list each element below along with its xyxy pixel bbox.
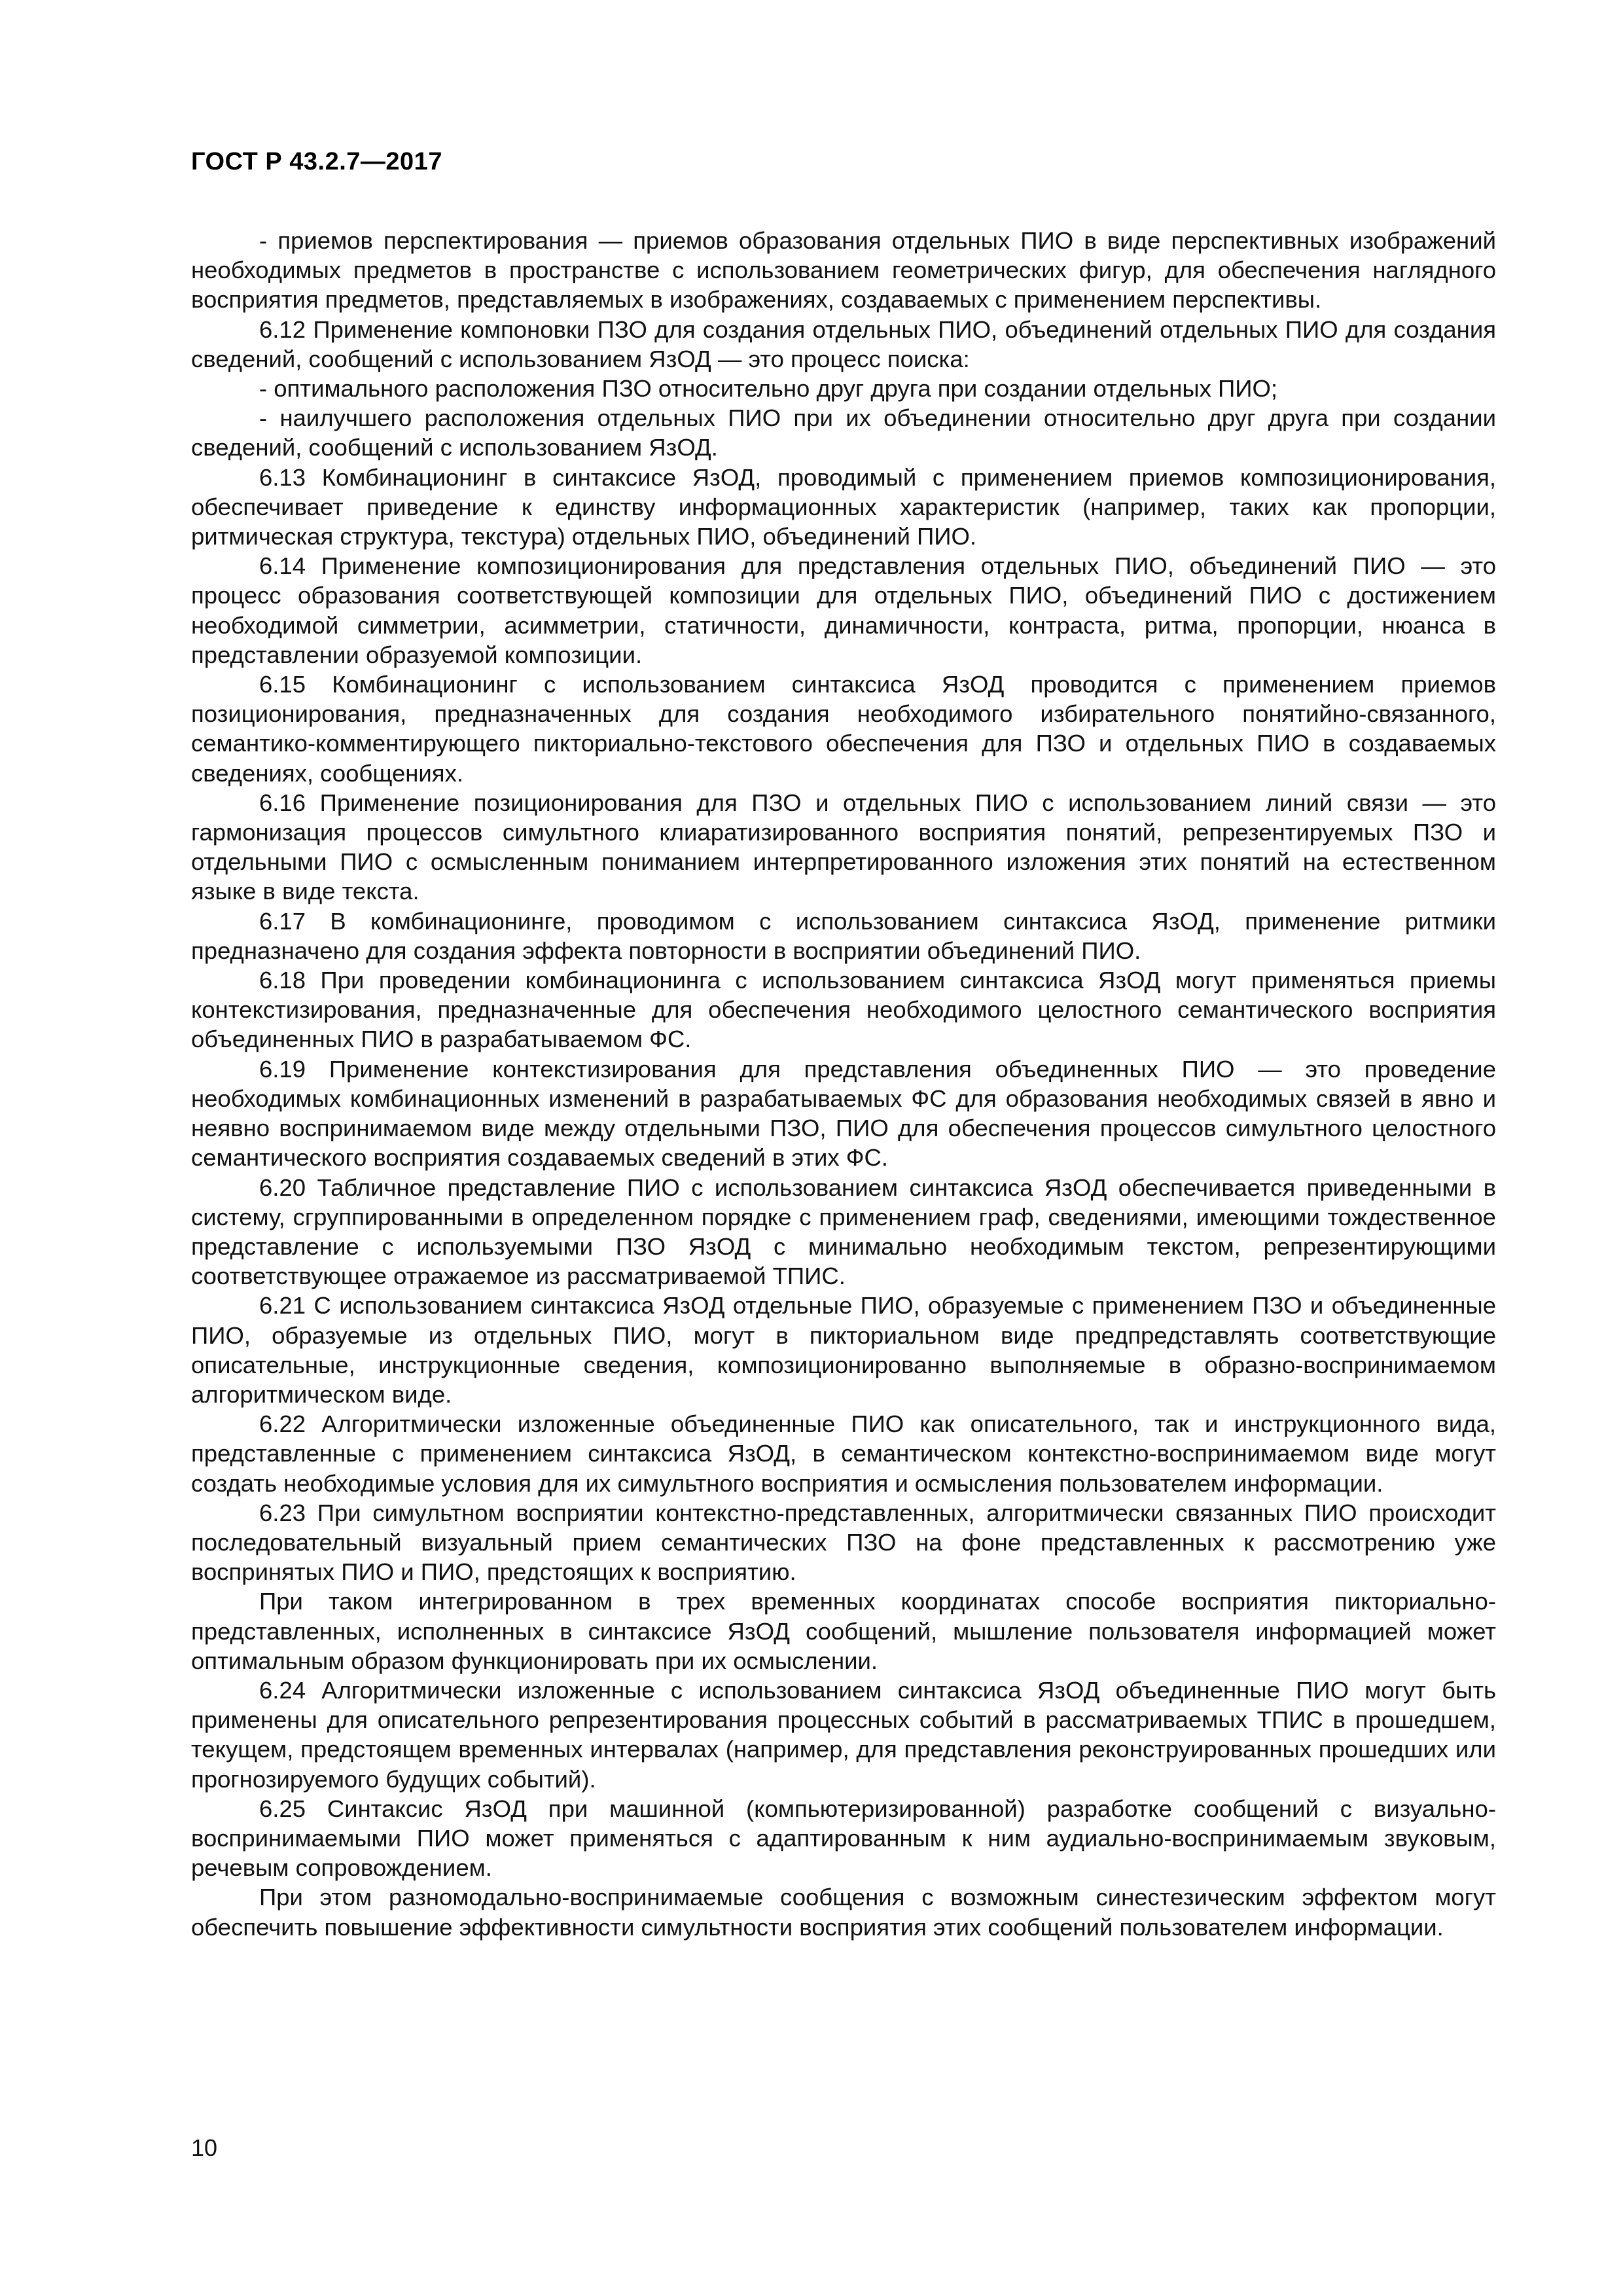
- paragraph: 6.17 В комбинационинге, проводимом с использованием синтаксиса ЯзОД, применение ритмики предназначено для создания эффекта повторности в восприятии объединений ПИО.: [191, 907, 1496, 964]
- paragraph: 6.22 Алгоритмически изложенные объединенные ПИО как описательного, так и инструкционного вида, представленные с применением синтаксиса ЯзОД, в семантическом контекстно-воспринимаемом виде могут создать необходимые условия для их симультного восприятия и осмысления пользователем информации.: [191, 1410, 1496, 1497]
- paragraph: 6.21 С использованием синтаксиса ЯзОД отдельные ПИО, образуемые с применением ПЗО и объединенные ПИО, образуемые из отдельных ПИО, могут в пикториальном виде предпредставлять соответствующие описательные, инструкционные сведения, композиционированно выполняемые в образно-воспринимаемом алгоритмическом виде.: [191, 1292, 1496, 1408]
- paragraph: 6.18 При проведении комбинационинга с использованием синтаксиса ЯзОД могут применяться приемы контекстизирования, предназначенные для обеспечения необходимого целостного семантического восприятия объединенных ПИО в разрабатываемом ФС.: [191, 967, 1496, 1053]
- paragraph: 6.14 Применение композиционирования для представления отдельных ПИО, объединений ПИО — это процесс образования соответствующей композиции для отдельных ПИО, объединений ПИО с достижением необходимой симметрии, асимметрии, статичности, динамичности, контраста, ритма, пропорции, нюанса в представлении образуемой композиции.: [191, 552, 1496, 668]
- paragraph: 6.24 Алгоритмически изложенные с использованием синтаксиса ЯзОД объединенные ПИО могут быть применены для описательного репрезентирования процессных событий в рассматриваемых ТПИС в прошедшем, текущем, предстоящем временных интервалах (например, для представления реконструированных прошедших или прогнозируемого будущих событий).: [191, 1676, 1496, 1793]
- list-item: - наилучшего расположения отдельных ПИО при их объединении относительно друг друга при создании сведений, сообщений с использованием ЯзОД.: [191, 404, 1496, 461]
- paragraph: 6.13 Комбинационинг в синтаксисе ЯзОД, проводимый с применением приемов композиционирования, обеспечивает приведение к единству информационных характеристик (например, таких как пропорции, ритмическая структура, текстура) отдельных ПИО, объединений ПИО.: [191, 463, 1496, 550]
- paragraph: 6.23 При симультном восприятии контекстно-представленных, алгоритмически связанных ПИО происходит последовательный визуальный прием семантических ПЗО на фоне представленных к рассмотрению уже воспринятых ПИО и ПИО, предстоящих к восприятию.: [191, 1499, 1496, 1586]
- document-header: ГОСТ Р 43.2.7—2017: [191, 148, 442, 175]
- paragraph: При таком интегрированном в трех временных координатах способе восприятия пикториально-представленных, исполненных в синтаксисе ЯзОД сообщений, мышление пользователя информацией может оптимальным образом функционировать при их осмыслении.: [191, 1588, 1496, 1674]
- paragraph: 6.15 Комбинационинг с использованием синтаксиса ЯзОД проводится с применением приемов позиционирования, предназначенных для создания необходимого избирательного понятийно-связанного, семантико-комментирующего пикториально-текстового обеспечения для ПЗО и отдельных ПИО в создаваемых сведениях, сообщениях.: [191, 671, 1496, 787]
- paragraph: 6.25 Синтаксис ЯзОД при машинной (компьютеризированной) разработке сообщений с визуально-воспринимаемыми ПИО может применяться с адаптированным к ним аудиально-воспринимаемым звуковым, речевым сопровождением.: [191, 1795, 1496, 1882]
- document-body: [191, 226, 1496, 1942]
- paragraph: 6.16 Применение позиционирования для ПЗО и отдельных ПИО с использованием линий связи — это гармонизация процессов симультного клиаратизированного восприятия понятий, репрезентируемых ПЗО и отдельными ПИО с осмысленным пониманием интерпретированного изложения этих понятий на естественном языке в виде текста.: [191, 789, 1496, 905]
- paragraph: 6.20 Табличное представление ПИО с использованием синтаксиса ЯзОД обеспечивается приведенными в систему, сгруппированными в определенном порядке с применением граф, сведениями, имеющими тождественное представление с используемыми ПЗО ЯзОД с минимально необходимым текстом, репрезентирующими соответствующее отражаемое из рассматриваемой ТПИС.: [191, 1174, 1496, 1290]
- paragraph: 6.19 Применение контекстизирования для представления объединенных ПИО — это проведение необходимых комбинационных изменений в разрабатываемых ФС для образования необходимых связей в явно и неявно воспринимаемом виде между отдельными ПЗО, ПИО для обеспечения процессов симультного целостного семантического восприятия создаваемых сведений в этих ФС.: [191, 1055, 1496, 1172]
- paragraph: 6.12 Применение компоновки ПЗО для создания отдельных ПИО, объединений отдельных ПИО для создания сведений, сообщений с использованием ЯзОД — это процесс поиска:: [191, 315, 1496, 372]
- paragraph: При этом разномодально-воспринимаемые сообщения с возможным синестезическим эффектом могут обеспечить повышение эффективности симультности восприятия этих сообщений пользователем информации.: [191, 1884, 1496, 1941]
- list-item: - оптимального расположения ПЗО относительно друг друга при создании отдельных ПИО;: [259, 375, 1277, 403]
- paragraph: - приемов перспектирования — приемов образования отдельных ПИО в виде перспективных изображений необходимых предметов в пространстве с использованием геометрических фигур, для обеспечения наглядного восприятия предметов, представляемых в изображениях, создаваемых с применением перспективы.: [191, 227, 1496, 314]
- page-number: 10: [191, 2134, 218, 2161]
